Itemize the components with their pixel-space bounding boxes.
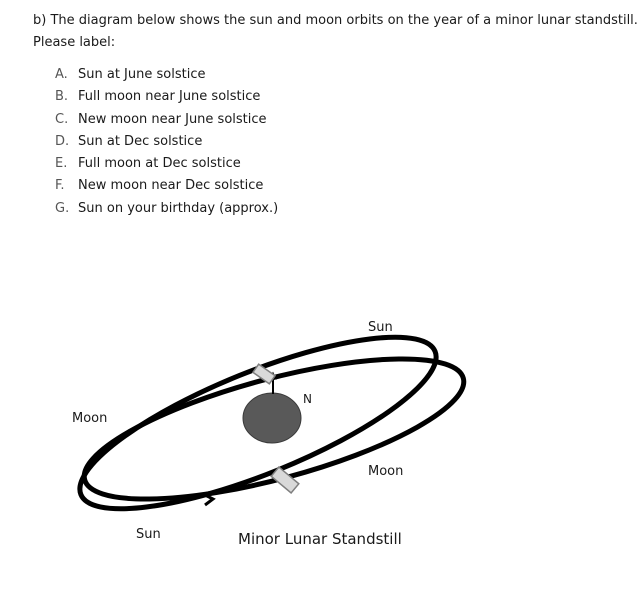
list-letter: A. — [55, 67, 68, 82]
moon-label-left: Moon — [72, 411, 108, 426]
diagram-caption: Minor Lunar Standstill — [238, 530, 402, 548]
list-letter: E. — [55, 156, 68, 172]
list-text: New moon near June solstice — [78, 111, 267, 127]
intro-line-2: Please label: — [33, 35, 116, 50]
list-text: Sun at June solstice — [78, 67, 206, 82]
list-text: New moon near Dec solstice — [78, 178, 264, 194]
sun-label-bottom: Sun — [136, 527, 161, 542]
moon-label-right: Moon — [368, 464, 404, 479]
list-letter: G. — [55, 200, 70, 216]
intro-line-1: b) The diagram below shows the sun and moon orbits on the year of a minor lunar standstill. — [33, 13, 638, 28]
list-letter: F. — [55, 178, 65, 194]
list-text: Sun at Dec solstice — [78, 133, 203, 149]
list-text: Sun on your birthday (approx.) — [78, 200, 279, 216]
north-label: N — [303, 392, 312, 406]
lower-node-marker — [271, 467, 299, 493]
list-text: Full moon near June solstice — [78, 89, 261, 105]
list-letter: D. — [55, 133, 70, 149]
orbit-direction-arrow — [205, 495, 213, 505]
sun-label-top: Sun — [368, 320, 393, 335]
list-letter: C. — [55, 111, 69, 127]
list-text: Full moon at Dec solstice — [78, 156, 241, 172]
earth — [243, 393, 301, 443]
list-letter: B. — [55, 89, 69, 105]
